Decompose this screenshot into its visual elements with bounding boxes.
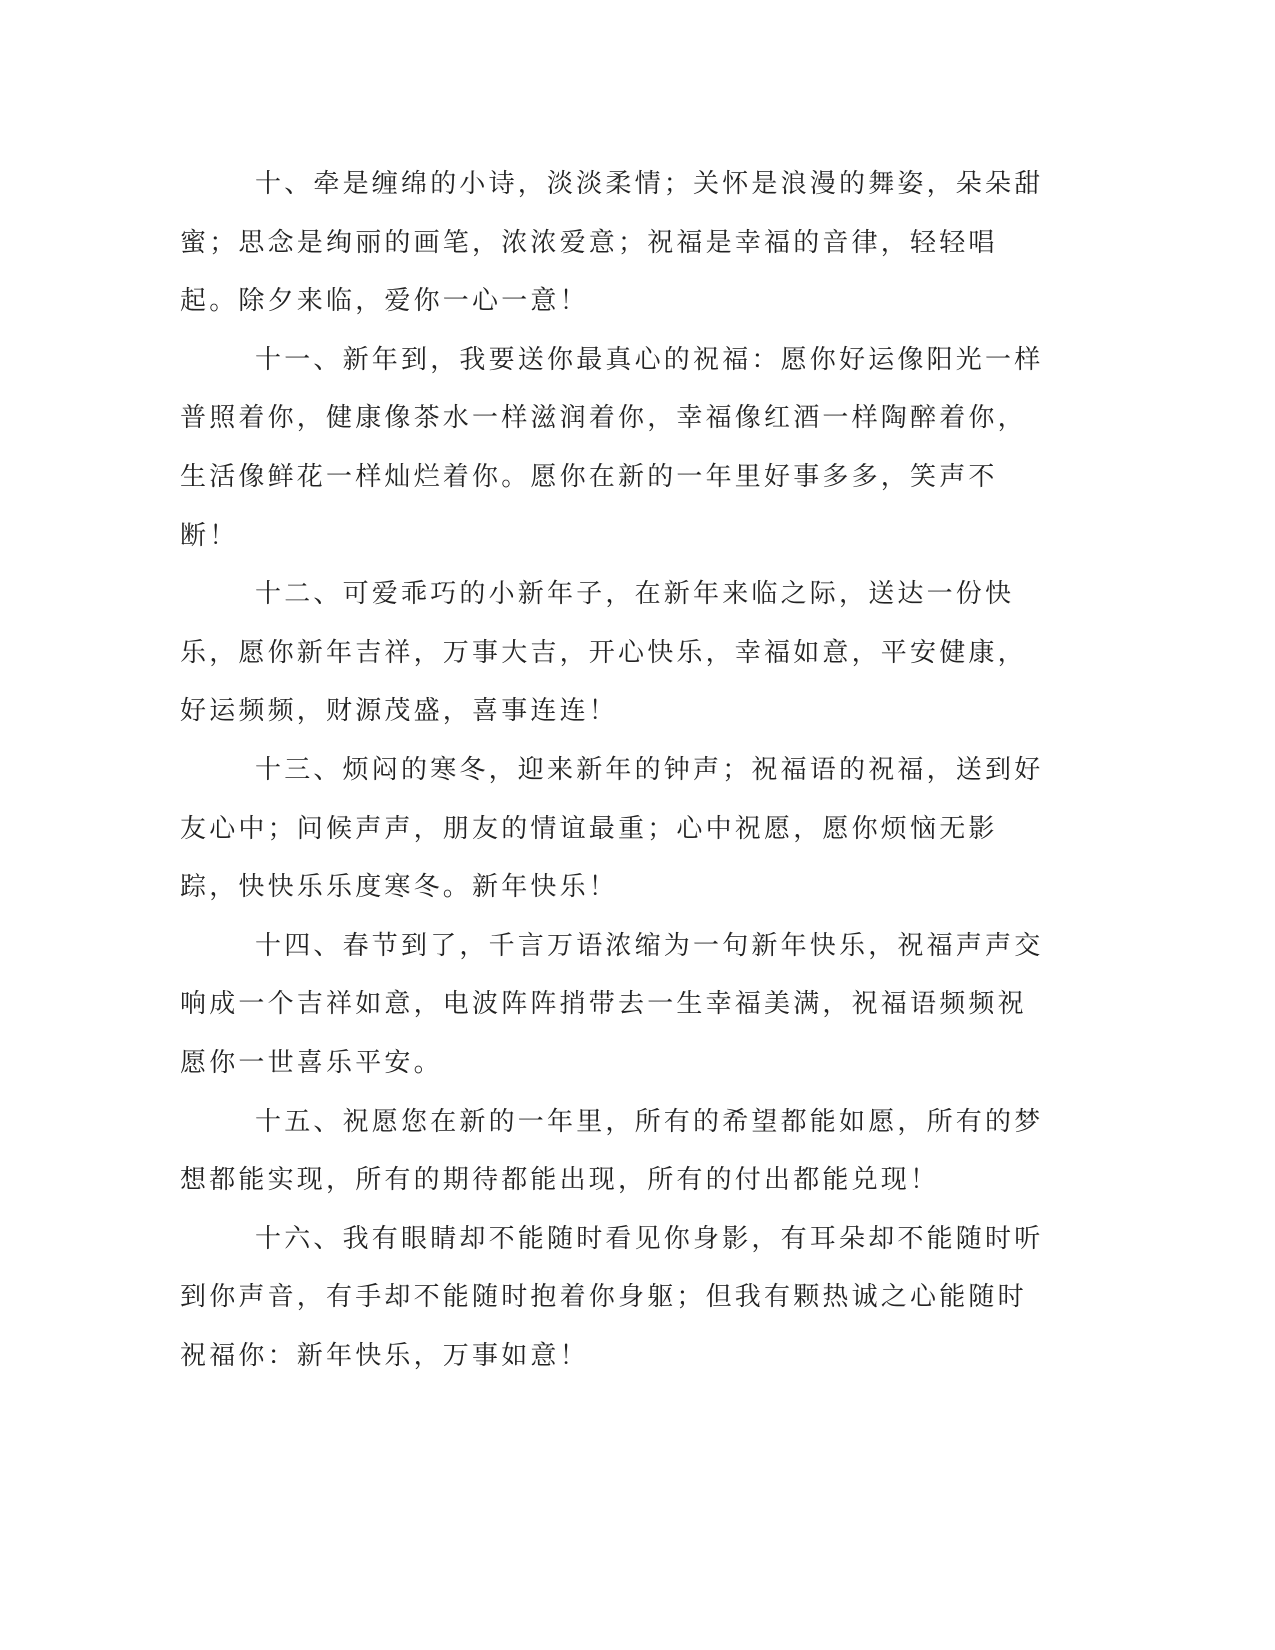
paragraph-11: 十一、新年到，我要送你最真心的祝福：愿你好运像阳光一样普照着你，健康像茶水一样滋润着你，幸福像红酒一样陶醉着你，生活像鲜花一样灿烂着你。愿你在新的一年里好事多多，笑声不断！ [180,344,1044,551]
paragraph-16: 十六、我有眼睛却不能随时看见你身影，有耳朵却不能随时听到你声音，有手却不能随时抱着你身躯；但我有颗热诚之心能随时祝福你：新年快乐，万事如意！ [180,1223,1044,1371]
document-body [180,155,1050,1385]
paragraph-10: 十、牵是缠绵的小诗，淡淡柔情；关怀是浪漫的舞姿，朵朵甜蜜；思念是绚丽的画笔，浓浓爱意；祝福是幸福的音律，轻轻唱起。除夕来临，爱你一心一意！ [180,169,1044,317]
paragraph-14: 十四、春节到了，千言万语浓缩为一句新年快乐，祝福声声交响成一个吉祥如意，电波阵阵捎带去一生幸福美满，祝福语频频祝愿你一世喜乐平安。 [180,930,1044,1078]
paragraph-15: 十五、祝愿您在新的一年里，所有的希望都能如愿，所有的梦想都能实现，所有的期待都能出现，所有的付出都能兑现！ [180,1106,1044,1196]
paragraph-12: 十二、可爱乖巧的小新年子，在新年来临之际，送达一份快乐，愿你新年吉祥，万事大吉，开心快乐，幸福如意，平安健康，好运频频，财源茂盛，喜事连连！ [180,579,1027,727]
paragraph-13: 十三、烦闷的寒冬，迎来新年的钟声；祝福语的祝福，送到好友心中；问候声声，朋友的情谊最重；心中祝愿，愿你烦恼无影踪，快快乐乐度寒冬。新年快乐！ [180,754,1044,903]
